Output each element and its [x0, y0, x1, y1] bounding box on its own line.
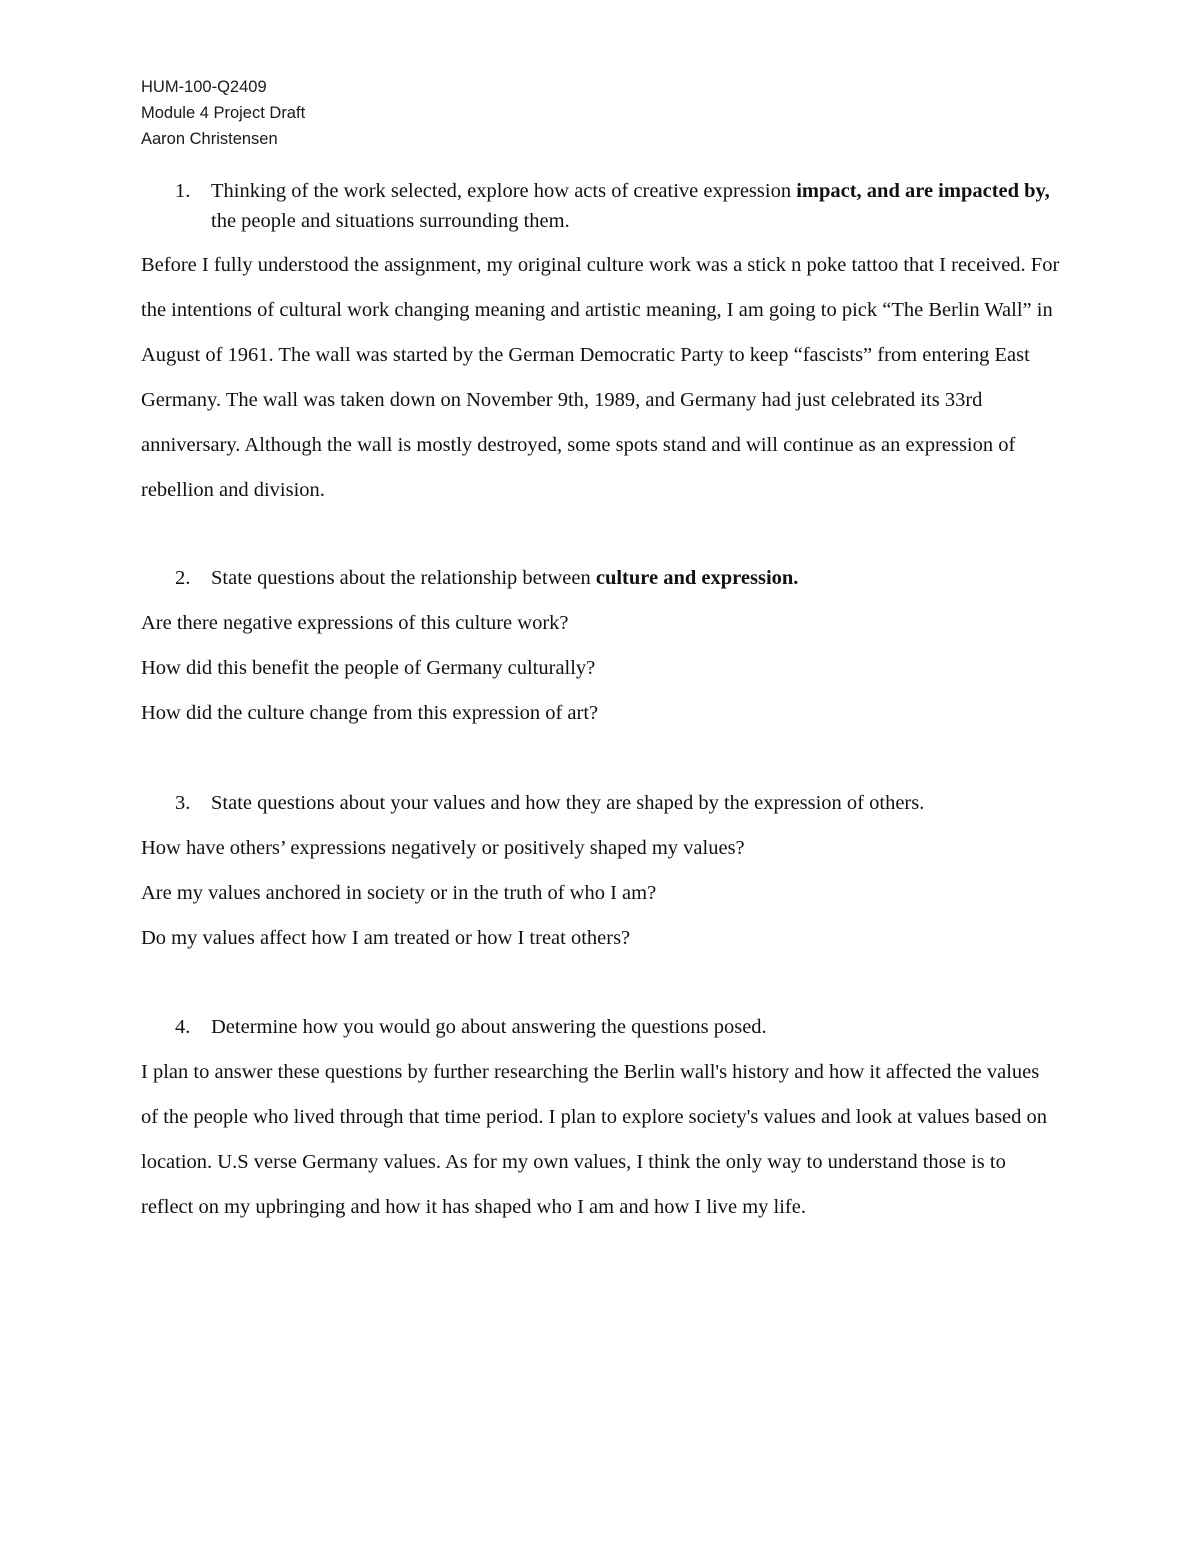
question-3: [175, 788, 1075, 818]
answer-line: How did this benefit the people of Germany culturally?: [141, 657, 596, 679]
answer-4-paragraph: I plan to answer these questions by further researching the Berlin wall's history and how it affected the values of the people who lived through that time period. I plan to explore society's values and look at values based on location. U.S verse Germany values. As for my own values, I think the only way to understand those is to reflect on my upbringing and how it has shaped who I am and how I live my life.: [141, 1061, 1048, 1218]
question-text-part: Thinking of the work selected, explore how acts of creative expression: [211, 180, 797, 202]
author-name: Aaron Christensen: [141, 130, 278, 148]
answer-line: How have others’ expressions negatively or positively shaped my values?: [141, 837, 745, 859]
document-title: Module 4 Project Draft: [141, 104, 306, 122]
answer-line: Are my values anchored in society or in the truth of who I am?: [141, 882, 657, 904]
answer-1-paragraph: Before I fully understood the assignment, my original culture work was a stick n poke tattoo that I received. For the intentions of cultural work changing meaning and artistic meaning, I am going to pick “The Berlin Wall” in August of 1961. The wall was started by the German Democratic Party to keep “fascists” from entering East Germany. The wall was taken down on November 9th, 1989, and Germany had just celebrated its 33rd anniversary. Although the wall is mostly destroyed, some spots stand and will continue as an expression of rebellion and division.: [141, 254, 1060, 501]
question-number: 4.: [175, 1016, 191, 1038]
course-code: HUM-100-Q2409: [141, 78, 267, 96]
question-number: 3.: [175, 792, 191, 814]
question-1: [175, 176, 1075, 236]
answer-line: How did the culture change from this expression of art?: [141, 702, 599, 724]
question-text-emphasis: culture and expression.: [595, 567, 799, 589]
question-text: Determine how you would go about answering the questions posed.: [211, 1016, 767, 1038]
question-4: [175, 1012, 1075, 1042]
answer-line: Do my values affect how I am treated or how I treat others?: [141, 927, 631, 949]
question-2: [175, 563, 1075, 593]
answer-2-list: [141, 601, 1061, 736]
question-text: State questions about your values and how they are shaped by the expression of others.: [211, 792, 925, 814]
question-text-part: the people and situations surrounding them.: [211, 210, 570, 232]
answer-3-list: [141, 826, 1061, 961]
question-text: [211, 563, 1075, 593]
question-text-emphasis: impact, and are impacted by,: [796, 180, 1050, 202]
question-text: [211, 176, 1075, 236]
question-number: 2.: [175, 567, 191, 589]
question-number: 1.: [175, 180, 191, 202]
document-header: [141, 74, 305, 152]
answer-line: Are there negative expressions of this culture work?: [141, 612, 569, 634]
question-text-part: State questions about the relationship between: [211, 567, 596, 589]
